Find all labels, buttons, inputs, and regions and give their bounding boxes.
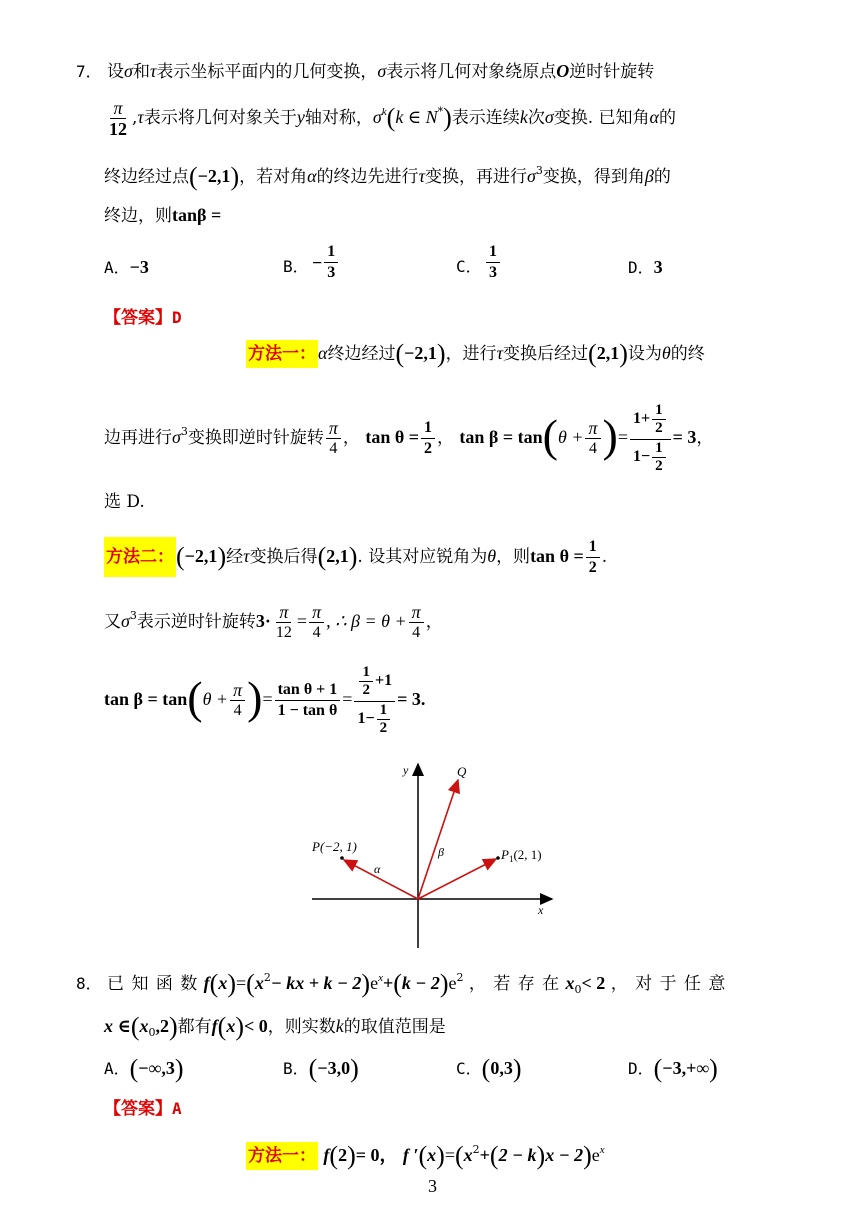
frac-num: π xyxy=(585,418,600,439)
two: 2 xyxy=(338,1145,348,1165)
result: = 3. xyxy=(397,689,426,709)
theta-plus: θ + xyxy=(202,689,229,709)
equals: = xyxy=(262,689,273,709)
alpha-label: α xyxy=(374,862,381,876)
page-number: 3 xyxy=(428,1176,437,1196)
alpha-symbol: α xyxy=(307,166,317,186)
q7-text: 和 xyxy=(132,62,150,82)
plus: + xyxy=(382,973,394,993)
tan-theta: tan θ = xyxy=(530,546,584,566)
q7-m1-line1: 方法一： α终边经过(−2,1)，进行τ变换后经过(2,1)设为θ的终 xyxy=(248,339,705,368)
frac-den: 1 − tan θ xyxy=(277,702,338,719)
alpha-symbol: α xyxy=(649,107,659,127)
compound-fraction: $\frac{1}{2}$ +1 1− $\frac{1}{2}$ xyxy=(354,664,395,737)
option-a xyxy=(104,254,149,281)
e-symbol: e xyxy=(591,1145,600,1165)
frac-den: 12 xyxy=(275,624,292,641)
frac-num: 1 xyxy=(652,440,666,458)
frac-den: 3 xyxy=(327,264,336,281)
frac-den: 3 xyxy=(489,264,497,281)
one-plus: 1+ xyxy=(633,410,651,428)
beta-label: β xyxy=(438,845,444,859)
frac-den: 2 xyxy=(379,720,388,736)
dot: . xyxy=(601,547,608,567)
tau-symbol: τ xyxy=(149,61,157,81)
option-b-label: B． xyxy=(283,257,309,276)
x-symbol: x xyxy=(463,1145,473,1165)
frac-den: 2 xyxy=(655,458,663,474)
frac-num: 1 xyxy=(324,242,338,263)
less-than-2: < 2 xyxy=(581,973,606,993)
q7-text: 表示逆时针旋转 xyxy=(136,612,256,632)
frac-den: 12 xyxy=(109,119,127,139)
option-d xyxy=(628,254,663,281)
y-symbol: y xyxy=(296,107,305,127)
q7-text: 变换，得到角 xyxy=(542,167,645,187)
q7-text: 的终 xyxy=(670,344,705,364)
frac-den: 2 xyxy=(424,440,432,457)
k-minus-2: k − 2 xyxy=(401,973,440,993)
q8-line2: x $\in(x_0,2)$都有f(x)< 0，则实数k的取值范围是 xyxy=(104,1012,446,1041)
option-c-label: C． xyxy=(456,1059,482,1078)
point-coord: −2,1 xyxy=(404,343,437,363)
two-minus-k: 2 − k xyxy=(498,1145,537,1165)
q8-answer xyxy=(104,1096,182,1122)
option-a: A．(−∞,3) xyxy=(104,1054,184,1083)
minus: − xyxy=(312,252,323,273)
q7-m2-line2 xyxy=(104,594,443,641)
frac-num: tan θ + 1 xyxy=(275,680,341,701)
option-c-label: C． xyxy=(456,257,482,276)
q8-text: 都有 xyxy=(177,1017,212,1037)
f2-equals-0: = 0， xyxy=(355,1145,398,1165)
plus: + xyxy=(479,1145,490,1165)
sub-0: 0 xyxy=(574,983,582,996)
sigma-symbol: σ xyxy=(172,427,181,447)
option-b-label: B． xyxy=(283,1059,309,1078)
frac-num: π xyxy=(230,680,245,701)
tau-symbol: τ xyxy=(137,107,144,127)
point-coord: −2,1 xyxy=(184,546,218,566)
sup-x: x xyxy=(599,1144,605,1156)
k-symbol: k xyxy=(519,107,528,127)
q7-text: 的 xyxy=(653,167,671,187)
sup-k: k xyxy=(381,106,387,118)
method1-label: 方法一： xyxy=(246,340,318,368)
p-label: P(−2, 1) xyxy=(312,839,357,854)
k-symbol: k xyxy=(335,1016,344,1036)
q7-text: 的 xyxy=(658,108,676,128)
sigma-symbol: σ xyxy=(377,61,387,81)
q7-text: 表示连续 xyxy=(451,108,520,128)
q7-text: 边再进行 xyxy=(104,428,172,448)
q8-number: 8． xyxy=(76,974,102,993)
q7-m1-choose xyxy=(104,489,145,515)
q7-line3: 终边经过点(−2,1)，若对角α的终边先进行τ变换，再进行$\sigma^3$变换，得到角β的 xyxy=(104,162,671,191)
q7-text: 表示坐标平面内的几何变换， xyxy=(156,62,378,82)
x-axis-label: x xyxy=(538,903,544,917)
e-symbol: e xyxy=(370,973,379,993)
p1-letter: P xyxy=(501,847,509,862)
three-times: 3· xyxy=(255,611,271,631)
frac-num: π xyxy=(409,602,424,623)
option-a-value: −3 xyxy=(129,257,149,277)
q8-text: ， 若 存 在 xyxy=(468,974,561,994)
f-prime: f ′ xyxy=(402,1145,419,1165)
point-coord: −2,1 xyxy=(197,166,231,186)
x-symbol: x xyxy=(427,1145,437,1165)
q7-m1-line2: 边再进行$\sigma^3$变换即逆时针旋转 $\frac{\pi}{4}$ ， tan θ = $\frac{1}{2}$ ， tan β = tan(θ + $\frac{\pi}{4}$ )= 1+ $\frac{1}{2}$ 1− $\frac{1}{2}$ = 3， xyxy=(104,402,714,474)
frac-num: 1 xyxy=(586,537,600,558)
tan-beta: tan β = tan xyxy=(104,689,188,709)
tau-symbol: τ xyxy=(496,343,504,363)
rotation-diagram xyxy=(300,756,570,952)
q8-text: ，则实数 xyxy=(267,1017,336,1037)
poly-tail: x − 2 xyxy=(545,1145,584,1165)
q7-text: 设 xyxy=(107,62,125,82)
q7-text: 的终边先进行 xyxy=(316,167,419,187)
answer-value: D xyxy=(172,308,182,327)
x0-symbol: x xyxy=(565,973,575,993)
option-a-value: −∞,3 xyxy=(138,1058,175,1078)
tau-symbol: τ xyxy=(418,166,426,186)
q7-text: 变换即逆时针旋转 xyxy=(187,428,324,448)
origin-symbol: O xyxy=(556,61,570,81)
sigma-symbol: σ xyxy=(121,611,130,631)
equals: = xyxy=(617,427,628,447)
q7-m2-line1: 方法二：(−2,1)经τ变换后得(2,1). 设其对应锐角为θ，则tan θ = $\frac{1}{2}$ . xyxy=(106,538,608,576)
equals: = xyxy=(236,973,247,993)
q8-text: ， 对 于 任 意 xyxy=(610,974,727,994)
option-a-label: A． xyxy=(104,258,130,277)
one-minus: 1− xyxy=(633,448,651,466)
q8-text: 已 知 函 数 xyxy=(107,974,199,994)
option-c-value: 0,3 xyxy=(490,1058,513,1078)
frac-num: π xyxy=(326,418,341,439)
option-a-label: A． xyxy=(104,1059,130,1078)
frac-num: π xyxy=(309,602,324,623)
q8-m1-line1: 方法一： f(2)= 0， f $'(x)=(x^2+(2 - k)x - 2)e^x$ xyxy=(248,1141,605,1170)
f-symbol: f xyxy=(211,1016,218,1036)
frac-den: 4 xyxy=(233,702,242,719)
q7-text: 终边经过 xyxy=(327,344,396,364)
option-d-label: D． xyxy=(628,258,654,277)
answer-label: 【答案】 xyxy=(104,1099,172,1119)
q7-line4 xyxy=(104,202,221,229)
q7-text: 终边经过点 xyxy=(104,167,189,187)
pi-over-12 xyxy=(106,98,130,139)
tan-beta: tan β = tan xyxy=(459,427,543,447)
sigma-symbol: σ xyxy=(527,166,536,186)
q7-text: 又 xyxy=(104,612,121,632)
q7-options xyxy=(0,240,868,290)
q7-text: 次 xyxy=(527,108,545,128)
q7-text: , xyxy=(132,108,138,128)
frac-num: 1 xyxy=(377,702,391,720)
option-c: C．(0,3) xyxy=(456,1054,522,1083)
sup-3: 3 xyxy=(129,609,137,622)
choose-text: 选 D. xyxy=(104,492,145,512)
equals: = xyxy=(342,689,353,709)
e-symbol: e xyxy=(448,973,457,993)
sigma-symbol: σ xyxy=(544,107,554,127)
p1-sub: 1 xyxy=(508,854,514,864)
option-b-value: −3,0 xyxy=(317,1058,351,1078)
frac-num: 1 xyxy=(421,418,435,439)
poly-rest: − kx + k − 2 xyxy=(270,973,362,993)
q7-text: 终边，则 xyxy=(104,206,172,226)
point-coord: 2,1 xyxy=(596,343,620,363)
f-symbol: f xyxy=(203,973,210,993)
option-d-value: −3,+∞ xyxy=(662,1058,710,1078)
q7-m2-line3: tan β = tan(θ + $\frac{\pi}{4}$ )= $\frac{\text{tan θ + 1}}{\text{1 − tan θ}}$ = $\frac{1}{2}$ +1 1− $\frac{1}{2}$ = 3. xyxy=(104,664,426,736)
option-b xyxy=(283,254,309,280)
q7-text: ，进行 xyxy=(445,344,497,364)
frac-num: 1 xyxy=(486,242,500,263)
vector-op xyxy=(344,860,418,899)
point-p xyxy=(340,856,344,860)
q7-text: 变换，再进行 xyxy=(425,167,528,187)
frac-num: 1 xyxy=(652,402,666,420)
q7-text: ， xyxy=(342,428,360,448)
alpha-symbol: α xyxy=(318,343,328,363)
interval-rest: ,2 xyxy=(155,1016,169,1036)
sup-3: 3 xyxy=(535,164,543,177)
q7-text: 表示将几何对象关于 xyxy=(143,108,297,128)
q7-line1 xyxy=(76,58,654,85)
frac-num: π xyxy=(110,98,125,119)
y-axis-label: y xyxy=(403,763,409,777)
option-b-value xyxy=(312,242,340,283)
compound-fraction xyxy=(630,402,671,475)
p1-label xyxy=(500,847,542,864)
option-c xyxy=(456,254,482,280)
option-d-label: D． xyxy=(628,1059,654,1078)
q7-text: ， xyxy=(696,428,714,448)
x-symbol: x xyxy=(226,1016,236,1036)
q8-options xyxy=(0,1052,868,1084)
option-d-value: 3 xyxy=(653,257,663,277)
sup-3: 3 xyxy=(180,425,188,438)
q7-text: ，若对角 xyxy=(239,167,308,187)
q7-text: 逆时针旋转 xyxy=(569,62,655,82)
q7-text: 表示将几何对象绕原点 xyxy=(386,62,557,82)
equals: = xyxy=(296,611,308,631)
frac-num: π xyxy=(276,602,291,623)
q8-line1: 8． 已 知 函 数 $f(x)=(x^2-$ kx + $k - 2)e^x+(k - 2)e^2$ ， 若 存 在 $x_0< 2$ ， 对 于 任 意 xyxy=(76,969,727,998)
option-c-value xyxy=(484,242,502,283)
p1-coord: (2, 1) xyxy=(513,847,542,862)
q7-text: 变换后经过 xyxy=(503,344,589,364)
q7-text: 变换后得 xyxy=(249,547,318,567)
q-label: Q xyxy=(457,764,467,779)
sigma-symbol: σ xyxy=(372,107,382,127)
tan-beta: tanβ = xyxy=(172,205,222,225)
less-than-0: < 0 xyxy=(244,1016,268,1036)
point-coord: 2,1 xyxy=(326,546,349,566)
q7-number: 7． xyxy=(76,62,102,81)
theta-symbol: θ xyxy=(661,343,671,363)
sigma-symbol: σ xyxy=(124,61,133,81)
q8-text: 的取值范围是 xyxy=(343,1017,446,1037)
q7-answer xyxy=(104,305,182,331)
beta-symbol: β xyxy=(644,166,654,186)
option-d: D．(−3,+∞) xyxy=(628,1054,718,1083)
therefore-beta: , ∴ β = θ + xyxy=(326,611,407,631)
x-symbol: x xyxy=(139,1016,149,1036)
sup-star: * xyxy=(437,105,444,118)
tan-theta: tan θ = xyxy=(365,427,419,447)
q7-text: ， xyxy=(425,612,443,632)
q7-text: . 设其对应锐角为 xyxy=(357,547,488,567)
equals: = xyxy=(444,1145,455,1165)
q7-text: ，则 xyxy=(496,547,531,567)
option-b: B．(−3,0) xyxy=(283,1054,359,1083)
x-in: x ∈ xyxy=(104,1016,131,1036)
q7-text: 变换. 已知角 xyxy=(553,108,650,128)
method1-label: 方法一： xyxy=(246,1142,318,1170)
frac-den: 4 xyxy=(329,440,338,457)
theta-plus: θ + xyxy=(557,427,584,447)
answer-value: A xyxy=(172,1099,182,1118)
q7-text: 轴对称， xyxy=(304,108,373,128)
theta-symbol: θ xyxy=(487,546,497,566)
answer-label: 【答案】 xyxy=(104,308,172,328)
frac-den: 4 xyxy=(312,624,321,641)
x-symbol: x xyxy=(218,973,228,993)
point-p1 xyxy=(496,856,500,860)
k-in-n: k ∈ N xyxy=(395,107,438,127)
frac-den: 2 xyxy=(655,420,663,436)
frac-num: 1 xyxy=(359,664,373,682)
tau-symbol: τ xyxy=(243,546,250,566)
x-symbol: x xyxy=(254,973,264,993)
frac-den: 2 xyxy=(588,559,597,576)
result: = 3 xyxy=(672,427,697,447)
frac-den: 4 xyxy=(589,440,597,457)
q7-text: 设为 xyxy=(627,344,662,364)
method2-label: 方法二： xyxy=(104,537,176,577)
q7-line2: $\frac{\pi}{12}$ ,τ表示将几何对象关于y轴对称，$\sigma^k(k$ ∈ N*)表示连续k次σ变换. 已知角α的 xyxy=(104,98,676,139)
frac-den: 2 xyxy=(362,682,370,698)
frac-den: 4 xyxy=(412,624,421,641)
q7-text: 经 xyxy=(226,547,244,567)
q7-text: ， xyxy=(437,428,454,448)
